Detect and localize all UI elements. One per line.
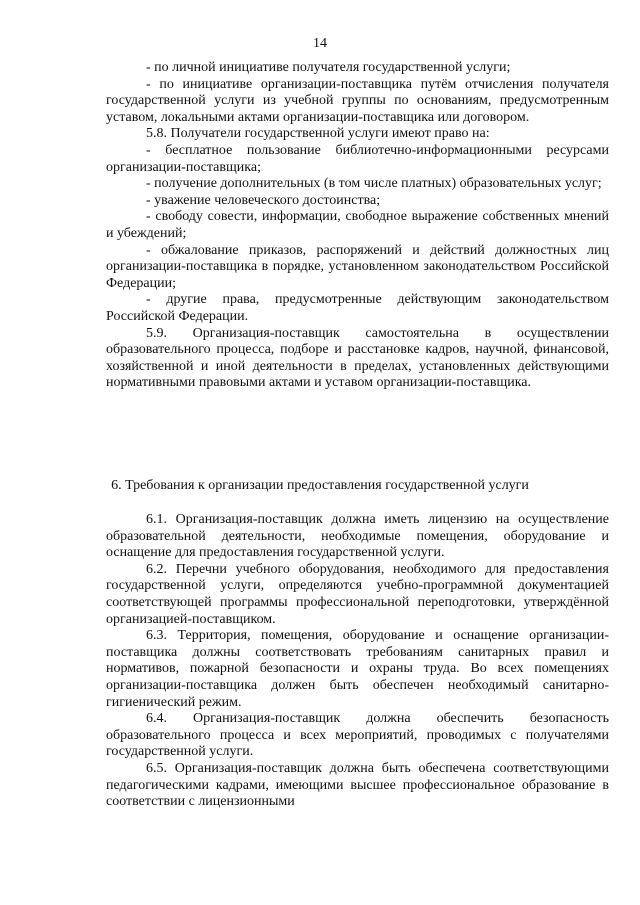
paragraph: 5.8. Получатели государственной услуги имеют право на: [146,126,490,142]
paragraph: - бесплатное пользование библиотечно-информационными ресурсами организации-поставщика; [106,142,609,175]
paragraph: 6.3. Территория, помещения, оборудование и оснащение организации-поставщика должны соответствовать требованиям санитарных правил и нормативов, пожарной безопасности и охраны труда. Во всех помещениях организации-поставщика должен быть обеспечен необходимый санитарно-гигиенический режим. [106,628,609,710]
paragraph: 6.4. Организация-поставщик должна обеспечить безопасность образовательного процесса и всех мероприятий, проводимых с получателями государственной услуги. [106,711,609,760]
paragraph: - по инициативе организации-поставщика путём отчисления получателя государственной услуги из учебной группы по основаниям, предусмотренным уставом, локальными актами организации-поставщика или договором. [106,76,609,125]
paragraph: - другие права, предусмотренные действующим законодательством Российской Федерации. [106,292,609,324]
paragraph: - уважение человеческого достоинства; [146,192,381,208]
paragraph: - обжалование приказов, распоряжений и действий должностных лиц организации-поставщика в порядке, установленном законодательством Российской Федерации; [106,242,609,291]
document-body-section-6 [106,512,609,811]
page-number: 14 [313,36,327,51]
paragraph: 6.5. Организация-поставщик должна быть обеспечена соответствующими педагогическими кадрами, имеющими высшее профессиональное образование в соответствии с лицензионными [106,760,609,810]
document-body-top [106,60,609,392]
section-heading: 6. Требования к организации предоставления государственной услуги [111,478,529,493]
paragraph: 6.1. Организация-поставщик должна иметь лицензию на осуществление образовательной деятельности, необходимые помещения, оборудование и оснащение для предоставления государственной услуги. [106,512,609,561]
paragraph: 5.9. Организация-поставщик самостоятельна в осуществлении образовательного процесса, подборе и расстановке кадров, научной, финансовой, хозяйственной и иной деятельности в пределах, установленных действующими нормативными правовыми актами и уставом организации-поставщика. [106,325,609,391]
paragraph: - свободу совести, информации, свободное выражение собственных мнений и убеждений; [106,209,609,241]
paragraph: - по личной инициативе получателя государственной услуги; [146,60,511,75]
paragraph: 6.2. Перечни учебного оборудования, необходимого для предоставления государственной услуги, определяются учебно-программной документацией соответствующей программы профессиональной переподготовки, утверждённой организацией-поставщиком. [106,561,609,627]
paragraph: - получение дополнительных (в том числе платных) образовательных услуг; [146,176,602,192]
